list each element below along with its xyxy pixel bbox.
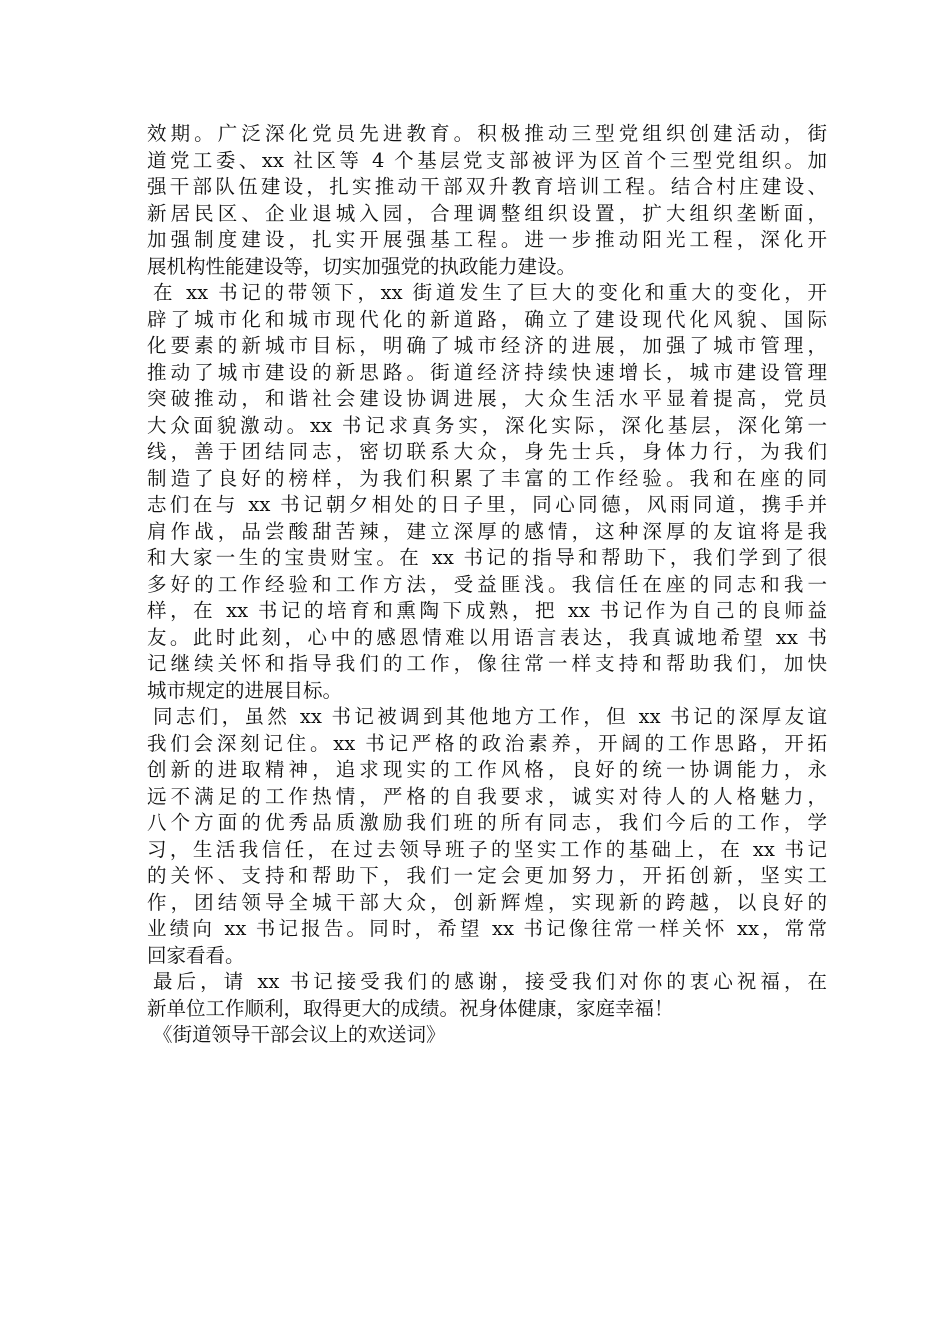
text-line: 道党工委、xx 社区等 4 个基层党支部被评为区首个三型党组织。加	[147, 148, 827, 172]
text-line: 新单位工作顺利，取得更大的成绩。祝身体健康，家庭幸福！	[147, 996, 674, 1020]
text-line: 推动了城市建设的新思路。街道经济持续快速增长，城市建设管理	[147, 360, 827, 384]
text-line: 加强制度建设，扎实开展强基工程。进一步推动阳光工程，深化开	[147, 228, 827, 251]
text-line: 的关怀、支持和帮助下，我们一定会更加努力，开拓创新，坚实工	[147, 864, 827, 887]
text-line: 制造了良好的榜样，为我们积累了丰富的工作经验。我和在座的同	[147, 466, 827, 490]
text-line: 多好的工作经验和工作方法，受益匪浅。我信任在座的同志和我一	[147, 572, 827, 596]
text-line: 和大家一生的宝贵财宝。在 xx 书记的指导和帮助下，我们学到了很	[147, 546, 827, 569]
text-line: 记继续关怀和指导我们的工作，像往常一样支持和帮助我们，加快	[147, 652, 827, 675]
paragraph-3	[147, 704, 827, 969]
text-line: 辟了城市化和城市现代化的新道路，确立了建设现代化风貌、国际	[147, 307, 827, 331]
text-line: 友。此时此刻，心中的感恩情难以用语言表达，我真诚地希望 xx 书	[147, 625, 827, 649]
text-line: 大众面貌激动。xx 书记求真务实，深化实际，深化基层，深化第一	[147, 413, 827, 437]
text-line: 最后，请 xx 书记接受我们的感谢，接受我们对你的衷心祝福，在	[153, 970, 827, 993]
paragraph-1	[147, 121, 827, 280]
text-line: 远不满足的工作热情，严格的自我要求，诚实对待人的人格魅力，	[147, 784, 827, 808]
text-line: 效期。广泛深化党员先进教育。积极推动三型党组织创建活动，街	[147, 122, 827, 145]
text-line: 展机构性能建设等，切实加强党的执政能力建设。	[147, 254, 577, 278]
text-line: 线，善于团结同志，密切联系大众，身先士兵，身体力行，为我们	[147, 440, 827, 463]
text-line: 八个方面的优秀品质激励我们班的所有同志，我们今后的工作，学	[147, 811, 827, 834]
document-body	[147, 121, 827, 1049]
document-title: 《街道领导干部会议上的欢送词》	[153, 1023, 446, 1046]
text-line: 我们会深刻记住。xx 书记严格的政治素养，开阔的工作思路，开拓	[147, 731, 827, 755]
text-line: 肩作战，品尝酸甜苦辣，建立深厚的感情，这种深厚的友谊将是我	[147, 519, 827, 543]
text-line: 强干部队伍建设，扎实推动干部双升教育培训工程。结合村庄建设、	[147, 175, 827, 198]
text-line: 同志们，虽然 xx 书记被调到其他地方工作，但 xx 书记的深厚友谊	[153, 705, 827, 728]
text-line: 习，生活我信任，在过去领导班子的坚实工作的基础上，在 xx 书记	[147, 837, 827, 861]
text-line: 新居民区、企业退城入园，合理调整组织设置，扩大组织垄断面，	[147, 201, 827, 225]
text-line: 化要素的新城市目标，明确了城市经济的进展，加强了城市管理，	[147, 334, 827, 357]
text-line: 作，团结领导全城干部大众，创新辉煌，实现新的跨越，以良好的	[147, 890, 827, 914]
text-line: 志们在与 xx 书记朝夕相处的日子里，同心同德，风雨同道，携手并	[147, 493, 827, 516]
text-line: 城市规定的进展目标。	[147, 678, 343, 702]
document-title-footer	[147, 1022, 827, 1049]
paragraph-4	[147, 969, 827, 1022]
text-line: 在 xx 书记的带领下，xx 街道发生了巨大的变化和重大的变化，开	[153, 281, 827, 304]
paragraph-2	[147, 280, 827, 704]
text-line: 突破推动，和谐社会建设协调进展，大众生活水平显着提高，党员	[147, 387, 827, 410]
text-line: 样，在 xx 书记的培育和熏陶下成熟，把 xx 书记作为自己的良师益	[147, 599, 827, 622]
text-line: 业绩向 xx 书记报告。同时，希望 xx 书记像往常一样关怀 xx，常常	[147, 917, 827, 940]
text-line: 创新的进取精神，追求现实的工作风格，良好的统一协调能力，永	[147, 758, 827, 781]
text-line: 回家看看。	[147, 943, 245, 967]
